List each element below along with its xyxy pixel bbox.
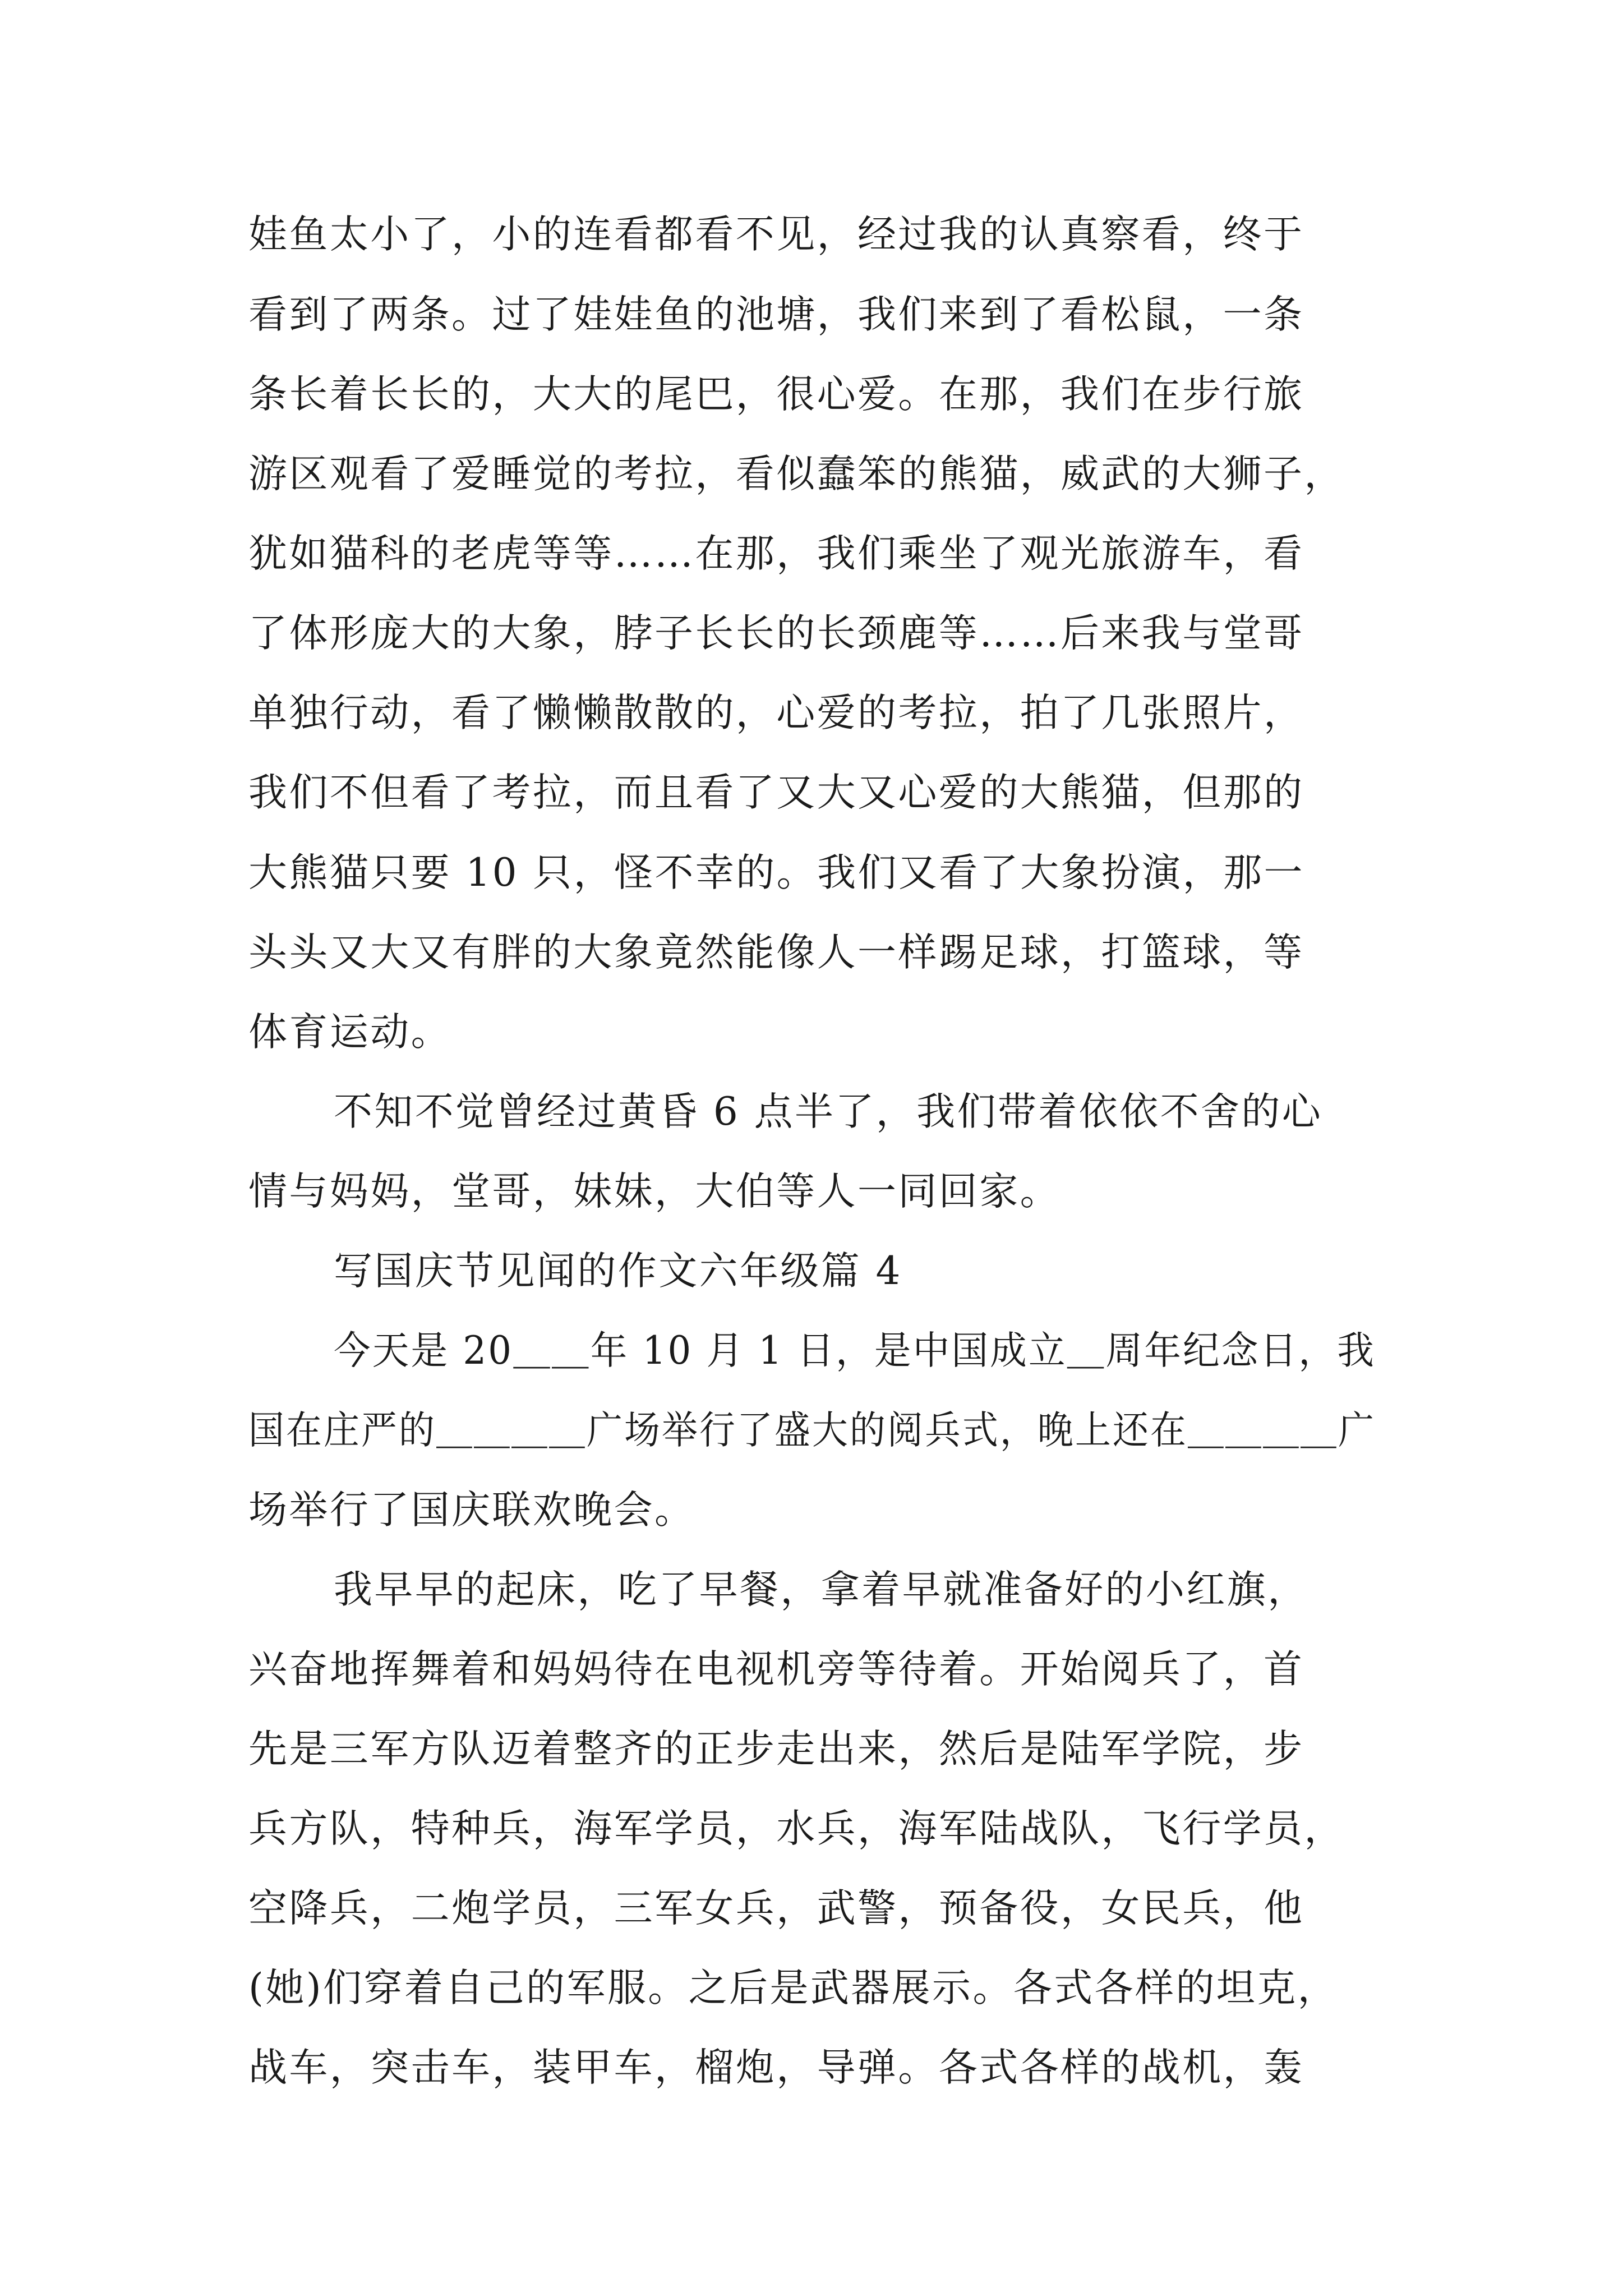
text-line: 犹如猫科的老虎等等……在那，我们乘坐了观光旅游车，看 (248, 531, 1304, 576)
text-line: 了体形庞大的大象，脖子长长的长颈鹿等……后来我与堂哥 (248, 611, 1304, 656)
text-line: 情与妈妈，堂哥，妹妹，大伯等人一同回家。 (248, 1169, 1061, 1214)
text-line: 头头又大又有胖的大象竟然能像人一样踢足球，打篮球，等 (248, 930, 1304, 975)
text-line: 游区观看了爱睡觉的考拉，看似蠢笨的熊猫，威武的大狮子， (248, 452, 1345, 496)
text-line: 我们不但看了考拉，而且看了又大又心爱的大熊猫，但那的 (248, 770, 1304, 815)
text-line: 看到了两条。过了娃娃鱼的池塘，我们来到了看松鼠，一条 (248, 292, 1304, 337)
text-line: 兴奋地挥舞着和妈妈待在电视机旁等待着。开始阅兵了，首 (248, 1647, 1304, 1692)
text-line: 场举行了国庆联欢晚会。 (248, 1488, 695, 1533)
text-line: 体育运动。 (248, 1010, 451, 1055)
text-line: 今天是 20＿＿年 10 月 1 日，是中国成立＿周年纪念日，我 (334, 1328, 1376, 1373)
text-line: 战车，突击车，装甲车，榴炮，导弹。各式各样的战机，轰 (248, 2045, 1304, 2090)
text-line: 我早早的起床，吃了早餐，拿着早就准备好的小红旗， (334, 1567, 1308, 1612)
text-line: 单独行动，看了懒懒散散的，心爱的考拉，拍了几张照片， (248, 691, 1304, 735)
text-line: 空降兵，二炮学员，三军女兵，武警，预备役，女民兵，他 (248, 1886, 1304, 1931)
text-line: 条长着长长的，大大的尾巴，很心爱。在那，我们在步行旅 (248, 372, 1304, 417)
text-line: (她)们穿着自己的军服。之后是武器展示。各式各样的坦克， (248, 1966, 1339, 2010)
text-line: 兵方队，特种兵，海军学员，水兵，海军陆战队，飞行学员， (248, 1806, 1345, 1851)
text-line: 国在庄严的＿＿＿＿广场举行了盛大的阅兵式，晚上还在＿＿＿＿广 (248, 1408, 1376, 1453)
section-heading: 写国庆节见闻的作文六年级篇 4 (334, 1249, 902, 1294)
text-line: 先是三军方队迈着整齐的正步走出来，然后是陆军学院，步 (248, 1727, 1304, 1772)
text-line: 不知不觉曾经过黄昏 6 点半了，我们带着依依不舍的心 (334, 1089, 1323, 1134)
text-line: 大熊猫只要 10 只，怪不幸的。我们又看了大象扮演，那一 (248, 850, 1304, 895)
text-line: 娃鱼太小了，小的连看都看不见，经过我的认真察看，终于 (248, 212, 1304, 257)
